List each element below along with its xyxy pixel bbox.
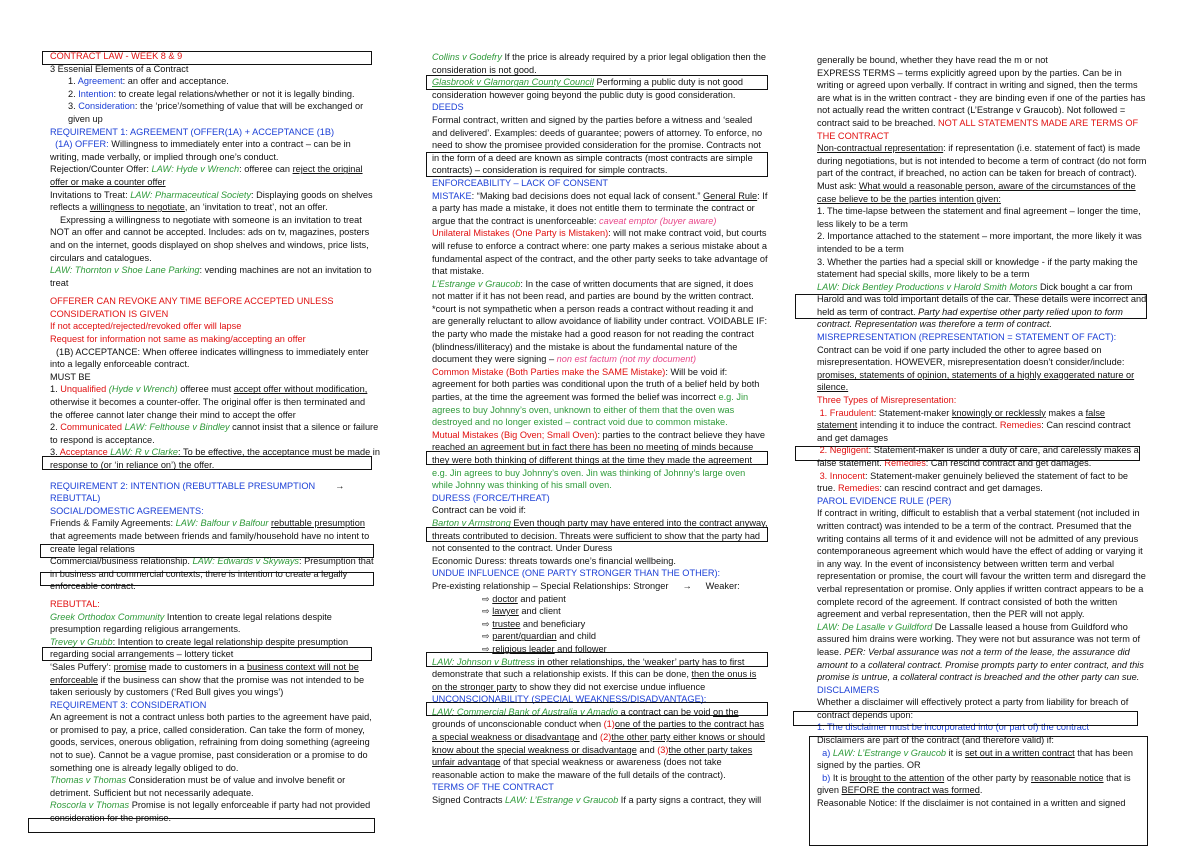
bottom-left-box: [28, 818, 375, 833]
dick-bentley-para: LAW: Dick Bentley Productions v Harold Smith Motors Dick bought a car from Harold and was told important details of the car. These details were incorrect and held as term of contract. Party had expertise other party relied upon to form contract. Representation was therefore a term of contract.: [817, 281, 1147, 330]
title-box: [42, 51, 372, 65]
reasonable-notice: Reasonable Notice: If the disclaimer is not contained in a written and signed: [817, 798, 1126, 809]
arrow-bullet-icon: ⇨: [482, 631, 490, 642]
commercial-para: Commercial/business relationship. LAW: Edwards v Skyways: Presumption that in business and commercial contexts, there is intention to create a legally enforceable contract.: [50, 556, 374, 592]
johnson-box: [426, 652, 768, 667]
requirement-1-heading: REQUIREMENT 1: AGREEMENT (OFFER(1A) + ACCEPTANCE (1B): [50, 126, 335, 137]
deeds-heading: DEEDS: [432, 102, 464, 113]
acceptance-para: (1B) ACCEPTANCE: When offeree indicates willingness to immediately enter into a legally enforceable contract.: [50, 346, 369, 370]
thomas-para: Thomas v Thomas Consideration must be of value and involve benefit or detriment. Sufficient but not necessarily adequate.: [50, 775, 346, 798]
mutual-mistake-para: Mutual Mistakes (Big Oven; Small Oven): parties to the contract believe they have reached an agreement but in fact there has been no meeting of minds because they were both thinking of different things at the time they made the agreement e.g. Jin agrees to buy Johnny’s oven. Jin was thinking of Johnny’s large oven while Johnny was thinking of his small oven.: [432, 429, 765, 491]
per-heading: PAROL EVIDENCE RULE (PER): [817, 495, 952, 506]
factor-1: 1. The time-lapse between the statement and final agreement – longer the time, less likely to be a term: [817, 206, 1141, 229]
disclaimer-intro: Whether a disclaimer will effectively protect a party from liability for breach of contract depends upon:: [817, 697, 1129, 720]
lapse-rule: If not accepted/rejected/revoked offer will lapse: [50, 321, 242, 332]
invitation-para: Invitations to Treat: LAW: Pharmaceutical Society: Displaying goods on shelves reflects a willingness to negotiate, an ‘invitation to treat’, not an offer.: [50, 189, 373, 213]
must-3: 3. Acceptance LAW: R v Clarke: To be effective, the acceptance must be made in response to (or ‘in reliance on’) the offer.: [50, 447, 380, 470]
disclaimer-part: Disclaimers are part of the contract (and therefore valid) if:: [817, 735, 1054, 746]
column-3: [817, 54, 1147, 810]
misrep-type-1: 1. Fraudulent: Statement-maker knowingly or recklessly makes a false statement intending it to induce the contract. Remedies: Can rescind contract and get damages: [817, 407, 1131, 443]
terms-heading: TERMS OF THE CONTRACT: [432, 782, 554, 793]
duress-void: Contract can be void if:: [432, 505, 526, 516]
essentials-heading: 3 Essenial Elements of a Contract: [50, 63, 189, 74]
deeds-para: Formal contract, written and signed by the parties before a witness and ‘sealed and delivered’. Examples: deeds of guarantee; powers of attorney. To enforce, no need to show the promisee provided consideration for the promise. Contracts not in the form of a deed are known as simple contracts (most contracts are simple contracts) – consideration is required for simple contracts.: [432, 114, 763, 176]
glasbrook-para: Glasbrook v Glamorgan County Council Performing a public duty is not good consideration however going beyond the public duty is good consideration.: [432, 77, 744, 100]
signed-para: Signed Contracts LAW: L’Estrange v Graucob If a party signs a contract, they will: [432, 795, 762, 806]
preexisting-line: Pre-existing relationship – Special Relationships: Stronger → Weaker:: [432, 580, 740, 591]
essential-3: 3. Consideration: the ‘price’/something of value that will be exchanged or given up: [68, 101, 364, 124]
barton-para: Barton v Armstrong Even though party may have entered into the contract anyway, threats contributed to decision. Threats were sufficient to show that the party had not consented to the contract. Under Duress: [432, 517, 768, 554]
signed-continued: generally be bound, whether they have read the m or not: [817, 55, 1048, 65]
factor-3: 3. Whether the parties had a special skill or knowledge - if the party making the statement had special skills, more likely to be a term: [817, 256, 1138, 280]
barton-box: [426, 527, 768, 542]
relationship-item: ⇨ trustee and beneficiary: [482, 618, 586, 629]
social-para: Friends & Family Agreements: LAW: Balfour v Balfour rebuttable presumption that agreements made between friends and family/household have no intent to create legal relations: [50, 518, 370, 554]
offer-para: (1A) OFFER: Willingness to immediately enter into a contract – can be in writing, made verbally, or implied through one’s conduct.: [50, 139, 351, 162]
unilateral-para: Unilateral Mistakes (One Party is Mistaken): will not make contract void, but courts will refuse to enforce a contract where: one party makes a serious mistake about a fundamental aspect of the contract, and the other party seeks to take advantage of that mistake.: [432, 228, 768, 277]
puffery-box: [42, 647, 372, 661]
glasbrook-box: [426, 75, 768, 90]
commercial-box: [40, 544, 374, 558]
column-1: [50, 50, 380, 825]
misrepresentation-heading: MISREPRESENTATION (REPRESENTATION = STATEMENT OF FACT):: [817, 332, 1117, 343]
roscorla-para: Roscorla v Thomas Promise is not legally enforceable if party had not provided consideration for the promise.: [50, 800, 371, 824]
page-title: CONTRACT LAW - WEEK 8 & 9: [50, 51, 183, 61]
common-mistake-para: Common Mistake (Both Parties make the SAME Mistake): Will be void if: agreement for both parties was conditional upon the truth of a belief held by both parties, at the time the agreement was formed the belief was incorrect e.g. Jin agrees to buy Johnny’s oven, unknown to either of them that the oven was destroyed and no longer existed – contract void due to common mistake.: [432, 366, 760, 428]
amadio-box: [426, 702, 768, 716]
rebuttal-box: [40, 572, 374, 586]
express-terms-para: EXPRESS TERMS – terms explicitly agreed upon by the parties. Can be in writing or agreed upon verbally. If contract in writing and signed, then the terms are what is in the written contract - they are binding even if one of the parties has not actually read the written contract (L’Estrange v Graucob). Not followed = contract said to be breached. NOT ALL STATEMENTS MADE ARE TERMS OF THE CONTRACT: [817, 67, 1146, 141]
economic-duress: Economic Duress: threats towards one’s financial wellbeing.: [432, 555, 676, 566]
request-rule: Request for information not same as making/accepting an offer: [50, 334, 306, 345]
johnson-para: LAW: Johnson v Buttress in other relationships, the ‘weaker’ party has to first demonstrate that such a relationship exists. If this can be done, then the onus is on the stronger party to show they did not exercise undue influence: [432, 656, 757, 692]
rebuttal-label: REBUTTAL): [50, 493, 101, 504]
relationship-item: ⇨ religious leader and follower: [482, 643, 607, 654]
requirement-2-heading: REQUIREMENT 2: INTENTION (REBUTTABLE PRESUMPTION →: [50, 480, 345, 491]
negligent-box: [795, 446, 1140, 461]
disclaimer-a: a) LAW: L’Estrange v Graucob it is set out in a written contract that has been signed by the parties. OR: [817, 747, 1133, 771]
misrep-type-2: 2. Negligent: Statement-maker is under a duty of care, and carelessly makes a false statement. Remedies: Can rescind contract and get damages.: [817, 445, 1139, 468]
three-types-heading: Three Types of Misrepresentation:: [817, 395, 957, 406]
undue-heading: UNDUE INFLUENCE (ONE PARTY STRONGER THAN THE OTHER):: [432, 568, 721, 579]
requirement-3-heading: REQUIREMENT 3: CONSIDERATION: [50, 699, 207, 710]
unconscionability-heading: UNCONSCIONABILITY (SPECIAL WEAKNESS/DISADVANTAGE):: [432, 694, 707, 705]
relationship-item: ⇨ lawyer and client: [482, 606, 561, 617]
essential-1: 1. Agreement: an offer and acceptance.: [68, 76, 229, 87]
arrow-bullet-icon: ⇨: [482, 593, 490, 604]
deeds-box: [426, 152, 768, 177]
delasalle-para: LAW: De Lasalle v Guildford De Lassalle leased a house from Guildford who assured him drains were working. They were not but assurance was not term of lease. PER: Verbal assurance was not a term of the lease, the assurance did amount to a collateral contract. Promise prompts party to enter contract, and this promise is untrue, a collateral contract is breached and the other party can sue.: [817, 621, 1144, 683]
invitation-explain: Expressing a willingness to negotiate with someone is an invitation to treat NOT an offer and cannot be accepted. Includes: ads on tv, magazines, posters and on the internet, goods displayed on shop shelves and windows, price lists, circulars and catalogues.: [50, 214, 370, 263]
collins-para: Collins v Godefry If the price is already required by a prior legal obligation then the consideration is not good.: [432, 52, 766, 75]
consideration-para: An agreement is not a contract unless both parties to the agreement have paid, or promised to pay, a price, called consideration. Can take the form of money, goods, services, onerous obligation, refraining from doing something (agreeing not to sue). Cannot be a vague promise, past consideration or a promise to do something one is already legally obliged to do.: [50, 712, 372, 773]
must-be: MUST BE: [50, 371, 91, 382]
misrepresentation-para: Contract can be void if one party included the other to agree based on misrepresentation. HOWEVER, misrepresentation doesn’t consider/include: promises, statements of opinion, statements of a highly exaggerated nature or silence.: [817, 344, 1135, 393]
duress-heading: DURESS (FORCE/THREAT): [432, 492, 550, 503]
trevey-para: Trevey v Grubb: Intention to create legal relationship despite presumption regarding social arrangements – lottery ticket: [50, 636, 349, 660]
greek-para: Greek Orthodox Community Intention to create legal relations despite presumption regarding religious arrangements.: [50, 611, 332, 635]
mistake-para: MISTAKE: “Making bad decisions does not equal lack of consent.” General Rule: If a party has made a mistake, it does not entitle them to terminate the contract or argue that the contract is unenforceable: caveat emptor (buyer aware): [432, 190, 768, 226]
thornton-para: LAW: Thornton v Shoe Lane Parking: vending machines are not an invitation to treat: [50, 265, 372, 288]
lestrange-para: L’Estrange v Graucob: In the case of written documents that are signed, it does not matter if it has not been read, and parties are bound by the written contract. *court is not sympathetic when a person reads a contract without reading it and are generally reluctant to allow avoidance of liability under contract. VOIDABLE IF: the party who made the mistake had a good reason for not reading the contract (blindness/illiteracy) and the mistake is about the fundamental nature of the document they were signing – non est factum (not my document): [432, 278, 768, 365]
essential-2: 2. Intention: to create legal relations/whether or not it is legally binding.: [68, 88, 355, 99]
requirement-2-box: [42, 456, 372, 470]
relationship-item: ⇨ doctor and patient: [482, 593, 566, 604]
revoke-rule: OFFERER CAN REVOKE ANY TIME BEFORE ACCEPTED UNLESS CONSIDERATION IS GIVEN: [50, 296, 334, 319]
disclaimer-rule-box: [809, 736, 1148, 846]
enforceability-heading: ENFORCEABILITY – LACK OF CONSENT: [432, 177, 608, 188]
arrow-bullet-icon: ⇨: [482, 606, 490, 617]
disclaimers-heading: DISCLAIMERS: [817, 684, 880, 695]
rebuttal-heading: REBUTTAL:: [50, 598, 100, 609]
disclaimer-b: b) It is brought to the attention of the other party by reasonable notice that is given BEFORE the contract was formed.: [817, 772, 1131, 796]
must-2: 2. Communicated LAW: Felthouse v Bindley cannot insist that a silence or failure to respond is acceptance.: [50, 422, 379, 445]
factor-2: 2. Importance attached to the statement – more important, the more likely it was intended to be a term: [817, 231, 1142, 254]
amadio-para: LAW: Commercial Bank of Australia v Amadio a contract can be void on the grounds of unconscionable conduct when (1)one of the parties to the contract has a special weakness or disadvantage and (2)the other party either knows or should know about the special weakness or disadvantage and (3)the other party takes unfair advantage of that special weakness or awareness (does not take reasonable action to make the maware of the full details of the contract).: [432, 706, 766, 780]
misrep-type-3: 3. Innocent: Statement-maker genuinely believed the statement of fact to be true. Remedies: can rescind contract and get damages.: [817, 470, 1129, 494]
dick-bentley-box: [795, 294, 1147, 319]
social-heading: SOCIAL/DOMESTIC AGREEMENTS:: [50, 505, 204, 516]
arrow-bullet-icon: ⇨: [482, 618, 490, 629]
disclaimers-box: [793, 711, 1138, 726]
disclaimer-rule-1: 1. The disclaimer must be incorporated into (or part of) the contract: [817, 722, 1090, 733]
puffery-para: ‘Sales Puffery’: promise made to customers in a business context will not be enforceable if the business can show that the promise was not intended to be taken seriously by customers (‘Red Bull gives you wings’): [50, 661, 365, 698]
must-1: 1. Unqualified (Hyde v Wrench) offeree must accept offer without modification, otherwise it becomes a counter-offer. The original offer is then terminated and the offeree cannot later change their mind to accept the offer: [50, 384, 368, 420]
noncontractual-para: Non-contractual representation: if representation (i.e. statement of fact) is made during negotiations, but is not intended to become a term of contract (do not form part of the contract, if breached, no action can be taken for breach of contract).: [817, 143, 1147, 179]
arrow-bullet-icon: ⇨: [482, 643, 490, 654]
mutual-box: [426, 451, 768, 465]
rejection-para: Rejection/Counter Offer: LAW: Hyde v Wrench: offeree can reject the original offer or make a counter offer: [50, 164, 363, 187]
must-ask-para: Must ask: What would a reasonable person, aware of the circumstances of the case believe to be the parties intention given:: [817, 180, 1136, 204]
relationship-item: ⇨ parent/guardian and child: [482, 631, 596, 642]
per-para: If contract in writing, difficult to establish that a verbal statement (not included in written contract) was intended to be a term of the contract. Presumed that the writing contains all terms of it and evidence will not be admitted of any previous contemporaneous agreement which would have the effect of adding or varying it in any way. In the event of inconsistency between written term and verbal representation or promise, the court will favour the written term and disregard the verbal representation or promise. Only applies if written contract appears to be a complete record of the agreement. If contract consisted of both the written agreement and verbal representation, then the PER will not apply.: [817, 508, 1146, 620]
